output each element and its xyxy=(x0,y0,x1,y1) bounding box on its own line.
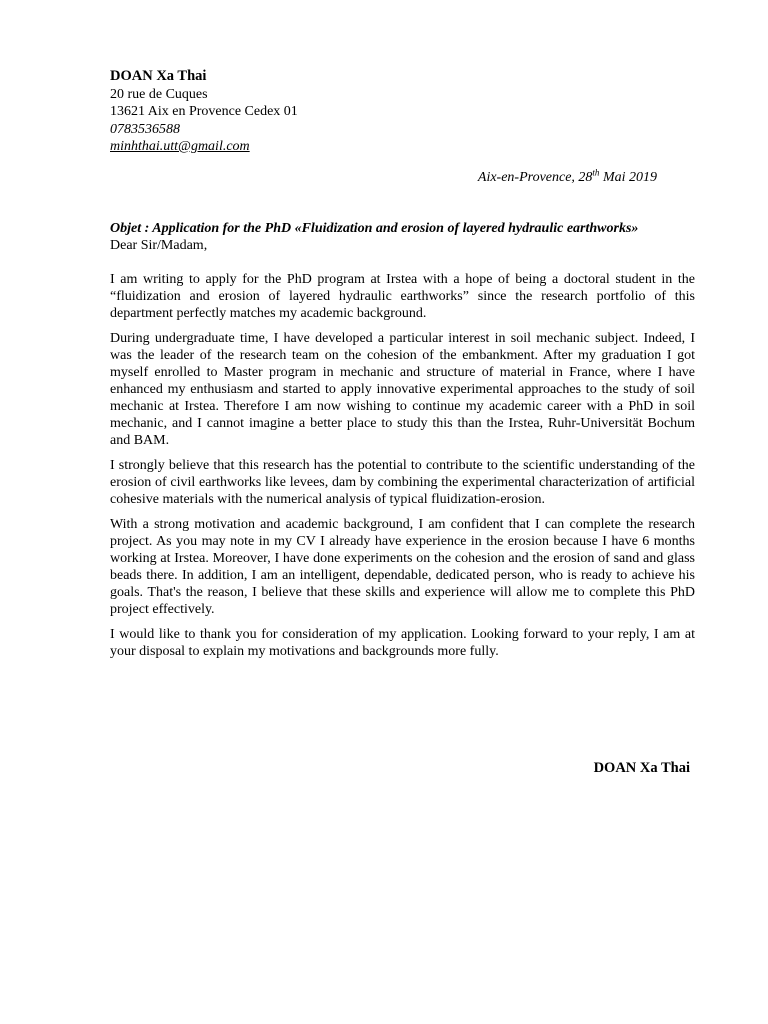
sender-email-link[interactable]: minhthai.utt@gmail.com xyxy=(110,139,250,154)
date-ordinal: th xyxy=(592,167,600,178)
body-paragraph: During undergraduate time, I have developed a particular interest in soil mechanic subject. Indeed, I was the leader of the research team on the cohesion of the embankment. After my graduation I got myself enrolled to Master program in mechanic and structure of material in France, where I have enhanced my enthusiasm and started to apply innovative experimental approaches to the study of soil mechanic at Irstea. Therefore I am now wishing to continue my academic career with a PhD in soil mechanic, and I cannot imagine a better place to study this than the Irstea, Ruhr-Universität Bochum and BAM. xyxy=(110,331,695,448)
letter-subject: Objet : Application for the PhD «Fluidization and erosion of layered hydraulic earthworks» xyxy=(110,221,639,236)
sender-phone: 0783536588 xyxy=(110,121,180,137)
signature-name: DOAN Xa Thai xyxy=(593,760,690,776)
sender-city: 13621 Aix en Provence Cedex 01 xyxy=(110,104,298,119)
salutation: Dear Sir/Madam, xyxy=(110,238,208,253)
sender-block xyxy=(110,68,298,156)
body-paragraph: I strongly believe that this research has the potential to contribute to the scientific understanding of the erosion of civil earthworks like levees, dam by combining the experimental characterization of artificial cohesive materials with the numerical analysis of typical fluidization-erosion. xyxy=(110,458,695,507)
sender-street: 20 rue de Cuques xyxy=(110,86,208,102)
letter-date xyxy=(477,167,657,186)
date-suffix: Mai 2019 xyxy=(599,170,657,185)
letter-content xyxy=(110,220,695,668)
sender-name: DOAN Xa Thai xyxy=(110,68,207,84)
body-paragraph: I am writing to apply for the PhD program at Irstea with a hope of being a doctoral student in the “fluidization and erosion of layered hydraulic earthworks” since the research portfolio of this department perfectly matches my academic background. xyxy=(110,272,695,321)
body-paragraph: I would like to thank you for consideration of my application. Looking forward to your reply, I am at your disposal to explain my motivations and backgrounds more fully. xyxy=(110,627,695,659)
body-paragraph: With a strong motivation and academic background, I am confident that I can complete the research project. As you may note in my CV I already have experience in the erosion because I have 6 months working at Irstea. Moreover, I have done experiments on the cohesion and the erosion of sand and glass beads there. In addition, I am an intelligent, dependable, dedicated person, who is ready to achieve his goals. That's the reason, I believe that these skills and experience will allow me to complete this PhD project effectively. xyxy=(110,517,695,617)
date-prefix: Aix-en-Provence, 28 xyxy=(477,170,593,185)
